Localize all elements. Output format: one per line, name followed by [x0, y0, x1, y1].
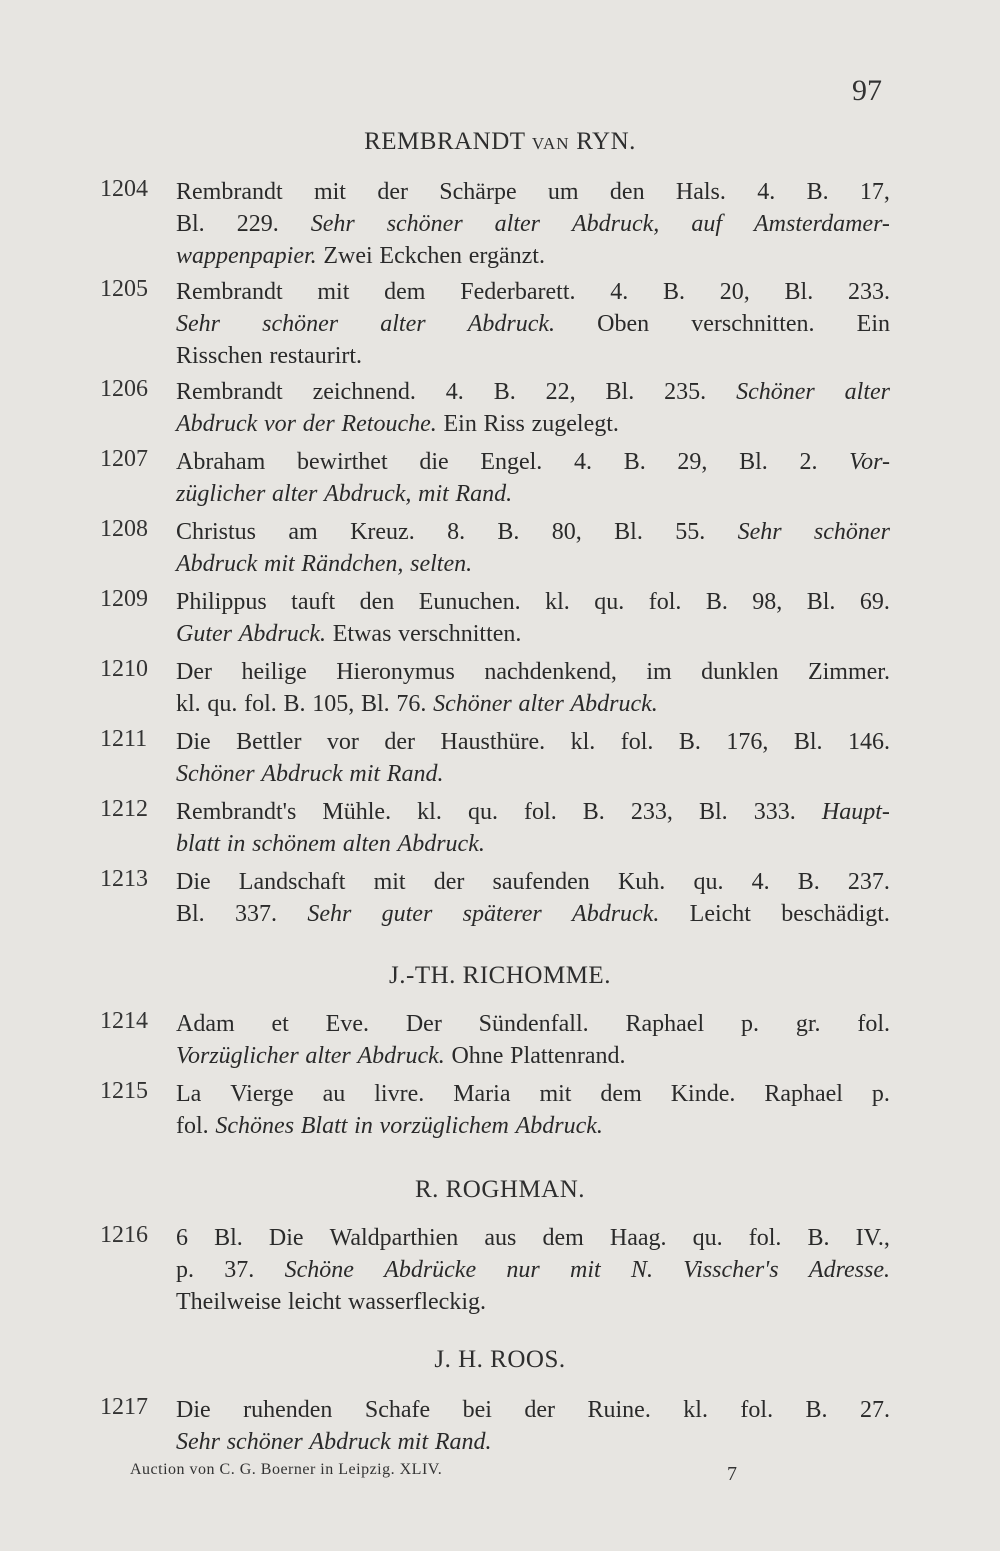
entry-line: Sehr schöner alter Abdruck. Oben verschnitten. Ein	[176, 311, 890, 337]
entry-line: Risschen restaurirt.	[176, 343, 363, 369]
section-title-smallcaps: VAN	[531, 134, 570, 153]
lot-number: 1213	[100, 866, 148, 892]
entry-line: kl. qu. fol. B. 105, Bl. 76. Schöner alter Abdruck.	[176, 691, 658, 717]
lot-number: 1208	[100, 516, 148, 542]
entry-line: La Vierge au livre. Maria mit dem Kinde. Raphael p.	[176, 1081, 890, 1107]
footer-imprint: Auction von C. G. Boerner in Leipzig. XLIV.	[130, 1461, 443, 1478]
entry-line: blatt in schönem alten Abdruck.	[176, 831, 485, 857]
section-title-main: REMBRANDT	[364, 128, 532, 155]
entry-line: Abraham bewirthet die Engel. 4. B. 29, Bl. 2. Vor-	[176, 449, 890, 475]
entry-line: Bl. 229. Sehr schöner alter Abdruck, auf Amsterdamer-	[176, 211, 890, 237]
entry-line: Rembrandt's Mühle. kl. qu. fol. B. 233, Bl. 333. Haupt-	[176, 799, 890, 825]
entry-line: Die Bettler vor der Hausthüre. kl. fol. B. 176, Bl. 146.	[176, 729, 890, 755]
entry-line: Abdruck vor der Retouche. Ein Riss zugelegt.	[176, 411, 619, 437]
lot-number: 1205	[100, 276, 148, 302]
entry-line: Adam et Eve. Der Sündenfall. Raphael p. gr. fol.	[176, 1011, 890, 1037]
lot-number: 1217	[100, 1394, 148, 1420]
lot-number: 1214	[100, 1008, 148, 1034]
lot-number: 1210	[100, 656, 148, 682]
entry-line: Sehr schöner Abdruck mit Rand.	[176, 1429, 492, 1455]
section-title-roos: J. H. ROOS.	[434, 1346, 566, 1373]
entry-line: p. 37. Schöne Abdrücke nur mit N. Visscher's Adresse.	[176, 1257, 890, 1283]
entry-line: 6 Bl. Die Waldparthien aus dem Haag. qu. fol. B. IV.,	[176, 1225, 890, 1251]
entry-line: wappenpapier. Zwei Eckchen ergänzt.	[176, 243, 545, 269]
section-title-roghman: R. ROGHMAN.	[414, 1176, 586, 1203]
entry-line: Rembrandt zeichnend. 4. B. 22, Bl. 235. Schöner alter	[176, 379, 890, 405]
section-title-richomme: J.-TH. RICHOMME.	[389, 962, 611, 989]
lot-number: 1204	[100, 176, 148, 202]
entry-line: fol. Schönes Blatt in vorzüglichem Abdruck.	[176, 1113, 603, 1139]
section-title-rembrandt	[0, 128, 1000, 156]
lot-number: 1212	[100, 796, 148, 822]
entry-line: Theilweise leicht wasserfleckig.	[176, 1289, 486, 1315]
lot-number: 1207	[100, 446, 148, 472]
entry-line: Die Landschaft mit der saufenden Kuh. qu. 4. B. 237.	[176, 869, 890, 895]
footer-signature-mark: 7	[727, 1463, 738, 1485]
entry-line: Der heilige Hieronymus nachdenkend, im dunklen Zimmer.	[176, 659, 890, 685]
entry-line: Philippus tauft den Eunuchen. kl. qu. fol. B. 98, Bl. 69.	[176, 589, 890, 615]
entry-line: Die ruhenden Schafe bei der Ruine. kl. fol. B. 27.	[176, 1397, 890, 1423]
entry-line: Schöner Abdruck mit Rand.	[176, 761, 444, 787]
entry-line: züglicher alter Abdruck, mit Rand.	[176, 481, 513, 507]
section-title-tail: RYN.	[569, 128, 636, 155]
entry-line: Guter Abdruck. Etwas verschnitten.	[176, 621, 522, 647]
entry-line: Abdruck mit Rändchen, selten.	[176, 551, 473, 577]
entry-line: Rembrandt mit der Schärpe um den Hals. 4. B. 17,	[176, 179, 890, 205]
lot-number: 1215	[100, 1078, 148, 1104]
entry-line: Bl. 337. Sehr guter späterer Abdruck. Leicht beschädigt.	[176, 901, 890, 927]
entry-line: Rembrandt mit dem Federbarett. 4. B. 20, Bl. 233.	[176, 279, 890, 305]
lot-number: 1216	[100, 1222, 148, 1248]
lot-number: 1211	[100, 726, 148, 752]
entry-line: Christus am Kreuz. 8. B. 80, Bl. 55. Sehr schöner	[176, 519, 890, 545]
entry-line: Vorzüglicher alter Abdruck. Ohne Plattenrand.	[176, 1043, 626, 1069]
lot-number: 1209	[100, 586, 148, 612]
page-number: 97	[852, 74, 882, 107]
lot-number: 1206	[100, 376, 148, 402]
